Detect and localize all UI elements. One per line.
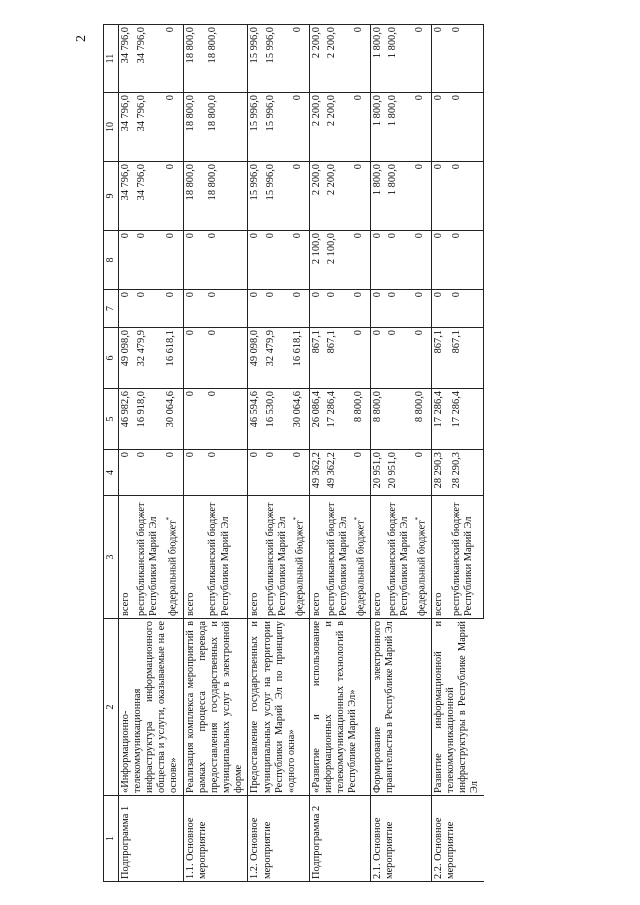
value-cell: 0: [248, 450, 264, 496]
footnote-marker: *: [164, 516, 173, 521]
value-cell: 0: [431, 290, 450, 328]
value-cell: 0: [164, 231, 183, 290]
funding-source-label: федеральный бюджет: [167, 520, 179, 616]
value-cell: 2 200,0: [309, 93, 325, 162]
funding-source-cell: [386, 496, 413, 619]
value-cell: 2 200,0: [309, 162, 325, 231]
funding-source-label: республиканский бюджет Республики Марий Эл: [264, 502, 288, 616]
program-description-cell: Развитие информационной и телекоммуникационной инфраструктуры в Республике Марий Эл: [431, 619, 483, 796]
table-row: [309, 25, 325, 882]
header-cell: 7: [104, 290, 119, 328]
funding-source-cell: [309, 496, 325, 619]
value-cell: 0: [291, 25, 309, 93]
value-cell: 1 800,0: [370, 93, 386, 162]
program-description-cell: Формирование электронного правительства в Республике Марий Эл: [370, 619, 431, 796]
value-cell: 867,1: [325, 328, 352, 389]
header-cell: 3: [104, 496, 119, 619]
value-cell: 0: [206, 389, 248, 450]
funding-source-cell: [352, 496, 370, 619]
value-cell: 2 200,0: [325, 25, 352, 93]
value-cell: 0: [183, 450, 206, 496]
funding-source-cell: [413, 496, 431, 619]
funding-source-cell: [118, 496, 135, 619]
header-cell: 4: [104, 450, 119, 496]
value-cell: 0: [183, 290, 206, 328]
value-cell: 0: [164, 450, 183, 496]
value-cell: 0: [183, 389, 206, 450]
value-cell: 15 996,0: [248, 25, 264, 93]
program-name-cell: 2.1. Основное мероприятие: [370, 796, 431, 882]
value-cell: 0: [118, 290, 135, 328]
value-cell: 0: [370, 231, 386, 290]
value-cell: 26 086,4: [309, 389, 325, 450]
value-cell: 0: [450, 290, 483, 328]
value-cell: 0: [431, 162, 450, 231]
value-cell: 0: [118, 231, 135, 290]
value-cell: 8 800,0: [352, 389, 370, 450]
value-cell: 34 796,0: [135, 25, 164, 93]
funding-source-cell: [248, 496, 264, 619]
value-cell: 18 800,0: [183, 162, 206, 231]
value-cell: 0: [164, 290, 183, 328]
value-cell: 2 200,0: [325, 162, 352, 231]
value-cell: 15 996,0: [248, 93, 264, 162]
value-cell: 15 996,0: [248, 162, 264, 231]
value-cell: 0: [352, 162, 370, 231]
value-cell: 867,1: [431, 328, 450, 389]
value-cell: 1 800,0: [370, 25, 386, 93]
value-cell: 0: [325, 290, 352, 328]
value-cell: 1 800,0: [386, 93, 413, 162]
value-cell: 28 290,3: [431, 450, 450, 496]
value-cell: 2 200,0: [309, 25, 325, 93]
value-cell: 17 286,4: [325, 389, 352, 450]
value-cell: 0: [413, 231, 431, 290]
funding-source-label: республиканский бюджет Республики Марий Эл: [135, 502, 159, 616]
header-cell: 9: [104, 162, 119, 231]
funding-source-label: всего: [249, 592, 261, 616]
value-cell: 0: [450, 25, 483, 93]
value-cell: 8 800,0: [413, 389, 431, 450]
value-cell: 0: [291, 450, 309, 496]
funding-source-label: республиканский бюджет Республики Марий Эл: [325, 502, 349, 616]
value-cell: 0: [291, 93, 309, 162]
value-cell: 16 918,0: [135, 389, 164, 450]
program-name-cell: 1.2. Основное мероприятие: [248, 796, 309, 882]
table-row: [118, 25, 135, 882]
header-cell: 5: [104, 389, 119, 450]
value-cell: 0: [309, 290, 325, 328]
value-cell: 0: [370, 328, 386, 389]
value-cell: 0: [183, 328, 206, 389]
value-cell: 0: [370, 290, 386, 328]
value-cell: 49 098,0: [248, 328, 264, 389]
header-cell: 8: [104, 231, 119, 290]
value-cell: 34 796,0: [118, 25, 135, 93]
table-row: [431, 25, 450, 882]
value-cell: 15 996,0: [264, 162, 291, 231]
funding-source-label: федеральный бюджет: [355, 520, 367, 616]
value-cell: 17 286,4: [450, 389, 483, 450]
value-cell: 20 951,0: [386, 450, 413, 496]
program-description-cell: Предоставление государственных и муниципальных услуг на территории Республики Марий Эл по принципу «одного окна»: [248, 619, 309, 796]
funding-source-label: республиканский бюджет Республики Марий Эл: [451, 502, 475, 616]
value-cell: 0: [135, 231, 164, 290]
value-cell: 0: [413, 93, 431, 162]
value-cell: 0: [431, 25, 450, 93]
program-description-cell: «Информационно-телекоммуникационная инфраструктура информационного общества и услуги, оказываемые на ее основе»: [118, 619, 183, 796]
value-cell: 0: [264, 450, 291, 496]
funding-source-cell: [135, 496, 164, 619]
value-cell: 49 098,0: [118, 328, 135, 389]
value-cell: 0: [450, 231, 483, 290]
value-cell: 0: [352, 231, 370, 290]
value-cell: 0: [264, 290, 291, 328]
value-cell: 0: [206, 231, 248, 290]
program-description-cell: «Развитие и использование информационных и телекоммуникационных технологий в Республике Марий Эл»: [309, 619, 370, 796]
value-cell: 0: [386, 290, 413, 328]
value-cell: 0: [352, 25, 370, 93]
value-cell: 0: [118, 450, 135, 496]
header-cell: 11: [104, 25, 119, 93]
table-row: [370, 25, 386, 882]
value-cell: 16 530,0: [264, 389, 291, 450]
value-cell: 46 594,6: [248, 389, 264, 450]
funding-source-cell: [370, 496, 386, 619]
value-cell: 18 800,0: [206, 25, 248, 93]
value-cell: 0: [291, 231, 309, 290]
value-cell: 0: [206, 450, 248, 496]
value-cell: 0: [413, 25, 431, 93]
value-cell: 16 618,1: [291, 328, 309, 389]
budget-table: [103, 24, 484, 882]
value-cell: 28 290,3: [450, 450, 483, 496]
funding-source-label: республиканский бюджет Республики Марий Эл: [207, 502, 231, 616]
value-cell: 46 982,6: [118, 389, 135, 450]
program-name-cell: Подпрограмма 2: [309, 796, 370, 882]
value-cell: 0: [352, 290, 370, 328]
value-cell: 15 996,0: [264, 93, 291, 162]
value-cell: 0: [386, 231, 413, 290]
table-row: [248, 25, 264, 882]
value-cell: 0: [248, 290, 264, 328]
value-cell: 34 796,0: [118, 93, 135, 162]
value-cell: 18 800,0: [183, 25, 206, 93]
program-name-cell: Подпрограмма 1: [118, 796, 183, 882]
funding-source-cell: [264, 496, 291, 619]
table-body: [118, 25, 483, 882]
value-cell: 867,1: [450, 328, 483, 389]
value-cell: 0: [135, 290, 164, 328]
value-cell: 0: [264, 231, 291, 290]
header-cell: 6: [104, 328, 119, 389]
value-cell: 0: [386, 328, 413, 389]
value-cell: 0: [413, 162, 431, 231]
value-cell: 20 951,0: [370, 450, 386, 496]
funding-source-label: всего: [432, 592, 444, 616]
value-cell: 18 800,0: [183, 93, 206, 162]
value-cell: 0: [135, 450, 164, 496]
value-cell: 49 362,2: [309, 450, 325, 496]
header-cell: 1: [104, 796, 119, 882]
value-cell: 0: [413, 328, 431, 389]
value-cell: [386, 389, 413, 450]
program-description-cell: Реализация комплекса мероприятий в рамках процесса перевода предоставления государственных и муниципальных услуг в электронной форме: [183, 619, 248, 796]
value-cell: 1 800,0: [370, 162, 386, 231]
value-cell: 1 800,0: [386, 25, 413, 93]
value-cell: 867,1: [309, 328, 325, 389]
page-number: 2: [74, 35, 89, 42]
funding-source-cell: [450, 496, 483, 619]
funding-source-cell: [325, 496, 352, 619]
table-row: [183, 25, 206, 882]
value-cell: 34 796,0: [135, 93, 164, 162]
funding-source-cell: [206, 496, 248, 619]
value-cell: 2 200,0: [325, 93, 352, 162]
value-cell: 0: [450, 93, 483, 162]
value-cell: 30 064,6: [164, 389, 183, 450]
funding-source-label: республиканский бюджет Республики Марий Эл: [386, 502, 411, 616]
value-cell: 0: [291, 290, 309, 328]
value-cell: 17 286,4: [431, 389, 450, 450]
value-cell: 34 796,0: [135, 162, 164, 231]
value-cell: 0: [413, 290, 431, 328]
program-name-cell: 1.1. Основное мероприятие: [183, 796, 248, 882]
funding-source-label: всего: [119, 592, 131, 616]
value-cell: 0: [352, 450, 370, 496]
value-cell: 34 796,0: [118, 162, 135, 231]
value-cell: 2 100,0: [325, 231, 352, 290]
footnote-marker: *: [291, 516, 300, 521]
funding-source-label: всего: [371, 592, 383, 616]
value-cell: 1 800,0: [386, 162, 413, 231]
header-cell: 2: [104, 619, 119, 796]
funding-source-label: федеральный бюджет: [416, 520, 428, 616]
value-cell: 0: [164, 25, 183, 93]
value-cell: 0: [248, 231, 264, 290]
value-cell: 0: [431, 231, 450, 290]
value-cell: 0: [413, 450, 431, 496]
footnote-marker: *: [414, 516, 423, 521]
value-cell: 18 800,0: [206, 162, 248, 231]
program-name-cell: 2.2. Основное мероприятие: [431, 796, 483, 882]
value-cell: 30 064,6: [291, 389, 309, 450]
footnote-marker: *: [353, 516, 362, 521]
value-cell: 0: [164, 93, 183, 162]
funding-source-cell: [431, 496, 450, 619]
value-cell: 32 479,9: [264, 328, 291, 389]
funding-source-label: федеральный бюджет: [294, 520, 306, 616]
value-cell: 0: [352, 93, 370, 162]
value-cell: 16 618,1: [164, 328, 183, 389]
value-cell: 49 362,2: [325, 450, 352, 496]
funding-source-cell: [291, 496, 309, 619]
value-cell: 0: [352, 328, 370, 389]
value-cell: 2 100,0: [309, 231, 325, 290]
value-cell: 0: [291, 162, 309, 231]
funding-source-cell: [164, 496, 183, 619]
header-cell: 10: [104, 93, 119, 162]
value-cell: 0: [164, 162, 183, 231]
value-cell: 0: [206, 328, 248, 389]
value-cell: 0: [431, 93, 450, 162]
value-cell: 0: [450, 162, 483, 231]
funding-source-label: всего: [184, 592, 196, 616]
funding-source-label: всего: [310, 592, 322, 616]
value-cell: 18 800,0: [206, 93, 248, 162]
funding-source-cell: [183, 496, 206, 619]
value-cell: 8 800,0: [370, 389, 386, 450]
header-row: [104, 25, 119, 882]
value-cell: 15 996,0: [264, 25, 291, 93]
value-cell: 0: [206, 290, 248, 328]
value-cell: 0: [183, 231, 206, 290]
value-cell: 32 479,9: [135, 328, 164, 389]
